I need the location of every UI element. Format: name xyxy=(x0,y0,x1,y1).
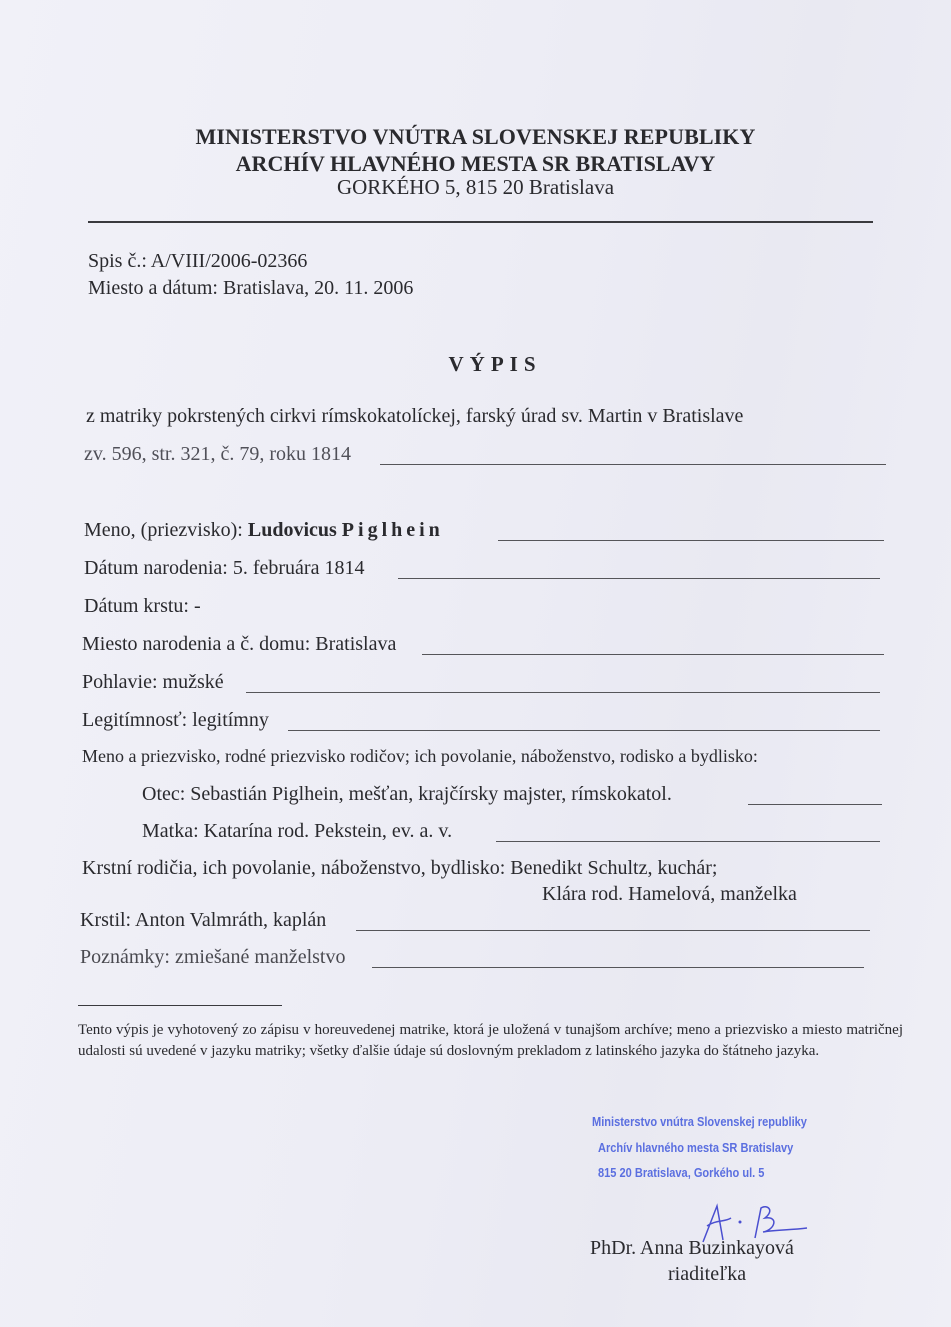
fill-line xyxy=(372,967,864,968)
place-and-date: Miesto a dátum: Bratislava, 20. 11. 2006 xyxy=(88,277,414,299)
footnote: Tento výpis je vyhotovený zo zápisu v horeuvedenej matrike, ktorá je uložená v tunajšom archíve; meno a priezvisko a miesto matričnej udalosti sú uvedené v jazyku matriky; všetky ďalšie údaje sú doslovným prekladom z latinského jazyka do štátneho jazyka. xyxy=(78,1022,903,1059)
fill-line xyxy=(246,692,880,693)
field-godparents: Krstní rodičia, ich povolanie, náboženstvo, bydlisko: Benedikt Schultz, kuchár; xyxy=(82,857,718,879)
field-parents-label: Meno a priezvisko, rodné priezvisko rodičov; ich povolanie, náboženstvo, rodisko a bydlisko: xyxy=(82,746,758,766)
stamp-line-2: Archív hlavného mesta SR Bratislavy xyxy=(598,1140,794,1155)
field-name-first: Ludovicus xyxy=(247,519,337,541)
signatory-name: PhDr. Anna Buzinkayová xyxy=(590,1237,794,1259)
stamp-line-3: 815 20 Bratislava, Gorkého ul. 5 xyxy=(598,1165,765,1180)
fill-line xyxy=(288,730,880,731)
field-mother: Matka: Katarína rod. Pekstein, ev. a. v. xyxy=(142,820,453,842)
field-name xyxy=(84,519,444,542)
field-father: Otec: Sebastián Piglhein, mešťan, krajčírsky majster, rímskokatol. xyxy=(142,783,672,805)
header-address: GORKÉHO 5, 815 20 Bratislava xyxy=(336,175,615,199)
field-notes: Poznámky: zmiešané manželstvo xyxy=(80,946,346,968)
field-name-last: Piglhein xyxy=(341,519,444,541)
field-sex: Pohlavie: mužské xyxy=(82,671,224,693)
fill-line xyxy=(748,804,882,805)
footnote-divider xyxy=(78,1005,282,1006)
field-birth-date: Dátum narodenia: 5. februára 1814 xyxy=(84,557,365,579)
fill-line xyxy=(356,930,870,931)
fill-line xyxy=(498,540,884,541)
file-number: Spis č.: A/VIII/2006-02366 xyxy=(88,250,308,272)
field-name-label: Meno, (priezvisko): xyxy=(84,519,243,541)
document-title: VÝPIS xyxy=(448,352,542,376)
header-divider xyxy=(88,221,873,223)
fill-line xyxy=(398,578,880,579)
field-baptism-date: Dátum krstu: - xyxy=(84,595,201,617)
source-register: z matriky pokrstených cirkvi rímskokatolíckej, farský úrad sv. Martin v Bratislave xyxy=(86,405,744,427)
signatory-role: riaditeľka xyxy=(668,1263,747,1285)
stamp-line-1: Ministerstvo vnútra Slovenskej republiky xyxy=(592,1114,807,1129)
field-baptized-by: Krstil: Anton Valmráth, kaplán xyxy=(80,909,327,931)
field-birth-place: Miesto narodenia a č. domu: Bratislava xyxy=(82,633,397,655)
fill-line xyxy=(496,841,880,842)
header-ministry: MINISTERSTVO VNÚTRA SLOVENSKEJ REPUBLIKY xyxy=(195,124,756,149)
fill-line xyxy=(380,464,886,465)
field-godparents-2: Klára rod. Hamelová, manželka xyxy=(542,883,797,905)
field-legitimacy: Legitímnosť: legitímny xyxy=(82,709,269,731)
source-volume: zv. 596, str. 321, č. 79, roku 1814 xyxy=(84,443,352,465)
header-archive: ARCHÍV HLAVNÉHO MESTA SR BRATISLAVY xyxy=(235,151,716,176)
fill-line xyxy=(422,654,884,655)
